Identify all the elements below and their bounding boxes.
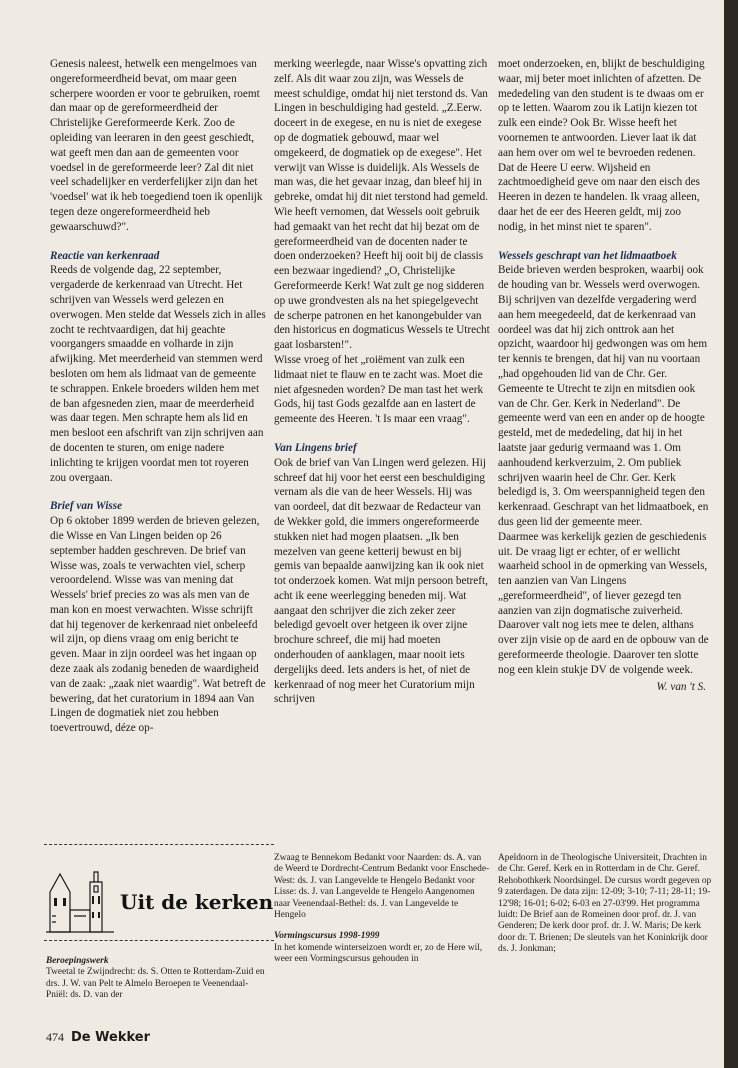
paragraph: Wisse vroeg of het „roiëment van zulk een lidmaat niet te flauw en te zacht was. Moet die niet afgesneden worden? De man tast het werk Gods, hij tast Gods gezalfde aan en lastert de gemeente des Heeren. 't Is maar een vraag". — [274, 353, 484, 426]
news-heading: Vormingscursus 1998-1999 — [274, 931, 380, 942]
paragraph: Dat de Heere U eerw. Wijsheid en zachtmoedigheid geve om naar den eisch des Heeren in dezen te handelen. Ik vraag alleen, daar het de eer des Heeren geldt, mij zoo nodig, in het minst niet te sparen". — [498, 161, 700, 233]
article-column-1 — [50, 57, 266, 736]
news-text: Zwaag te Bennekom Bedankt voor Naarden: ds. A. van de Weerd te Dordrecht-Centrum Bedankt voor Enschede-West: ds. J. van Langevelde te Hengelo Bedankt voor Lisse: ds. J. van Langevelde te Hengelo Aangenomen naar Veenendaal-Bethel: ds. J. van Langevelde te Hengelo — [274, 853, 490, 921]
paragraph: merking weerlegde, naar Wisse's opvatting zich zelf. Als dit waar zou zijn, was Wessels de meest schuldige, omdat hij niet terstond ds. Van Lingen in beschuldiging had gesteld. „Z.Eerw. doceert in de exegese, en nu is niet de exegese op de dogmatiek gebouwd, maar wel omgekeerd, de dogmatiek op de exegese". Het verwijt van Wisse is duidelijk. Als Wessels de man was, die het gevaar inzag, dan bleef hij in gebreke, omdat hij dit niet terstond had gemeld. Wie heeft vernomen, dat Wessels ooit gebruik had gemaakt van het recht dat hij bezat om de gereformeerdheid van de docenten nader te doen onderzoeken? Heeft hij ooit bij de classis een bezwaar ingediend? „O, Christelijke Gereformeerde Kerk! Wat zult ge nog sidderen op uwe grondvesten als na het spiegelgevecht de scherpe patronen en het kanongebulder van den historicus en dogmaticus Wessels te Utrecht gaat losbarsten!". — [274, 58, 490, 352]
paragraph: Beide brieven werden besproken, waarbij ook de houding van br. Wessels werd overwogen. Bij schrijven van dezelfde vergadering werd aan hem meegedeeld, dat de kerkenraad van oordeel was dat hij zich onttrok aan het opzicht, waardoor hij gedwongen was om hem ter kennis te brengen, dat hij van nu voortaan „had opgehouden lid van de Chr. Ger. Gemeente te Utrecht te zijn en mitsdien ook van de Chr. Ger. Kerk in Nederland". De gemeente werd van een en ander op de hoogte gesteld, met de mededeling, dat hij in het laatste jaar gedurig vermaand was 1. Om aanhoudend kerkverzuim, 2. Om publiek schrijven waarin heel de Chr. Ger. Kerk beledigd is, 3. Om weerspannigheid tegen den kerkenraad. Geschrapt van het lidmaatboek, en dus geen lid der gemeente meer. — [498, 264, 709, 528]
news-column-1 — [46, 956, 268, 1002]
author-signature: W. van 't S. — [656, 680, 706, 693]
church-icon — [46, 852, 116, 936]
paragraph: Genesis naleest, hetwelk een mengelmoes van ongereformeerdheid bevat, om maar geen scherpere woorden er voor te gebruiken, roemt dan maar op de gereformeerdheid der Christelijke Gereformeerde Kerk. Zoo de opleiding van leeraren in den geest geschiedt, wat geeft men dan aan de gemeenten voor voedsel in de gereformeerde leer? Zal dit niet veel schadelijker en verderfelijker zijn dan het 'voedsel' wat ik heb toegediend toen ik openlijk tegen deze ongereformeerdheid heb gewaarschuwd?". — [50, 58, 263, 233]
news-text: In het komende winterseizoen wordt er, zo de Here wil, weer een Vormingscursus gehouden in — [274, 942, 483, 965]
article-column-3 — [498, 57, 712, 694]
page-number: 474 — [46, 1030, 64, 1044]
uit-de-kerken-header — [46, 852, 274, 936]
dashed-divider — [44, 844, 274, 845]
magazine-name: De Wekker — [71, 1030, 150, 1045]
section-heading: Brief van Wisse — [50, 500, 123, 513]
paragraph: Reeds de volgende dag, 22 september, vergaderde de kerkenraad van Utrecht. Het schrijven van Wessels werd gelezen en overwogen. Men stelde dat Wessels zich in alles zocht te rechtvaardigen, dat hij geachte voorgangers smaadde en volharde in zijn afwijking. Met meerderheid van stemmen werd besloten om hem als lidmaat van de gemeente te schrappen. Enkele broeders wilden hem met de ban afgesneden zien, maar de meerderheid was daar tegen. Men schrapte hem als lid en men besloot een afschrift van zijn schrijven aan de docenten te sturen, om enige nadere inlichting te krijgen voordat men tot royeren zou overgaan. — [50, 264, 266, 484]
paragraph: Daarmee was kerkelijk gezien de geschiedenis uit. De vraag ligt er echter, of er wellicht waarheid school in de opmerking van Wessels, ten aanzien van Van Lingens „gereformeerdheid", of liever gezegd ten aanzien van zijn dogmatische zuiverheid. Daarover valt nog iets mee te delen, althans over zijn visie op de aard en de opbouw van de gereformeerde theologie. Daarover ten slotte nog een klein stukje DV de volgende week. — [498, 530, 709, 676]
news-column-3 — [498, 853, 712, 956]
news-column-2 — [274, 853, 490, 966]
section-heading: Wessels geschrapt van het lidmaatboek — [498, 249, 677, 262]
section-heading: Reactie van kerkenraad — [50, 249, 160, 262]
paragraph: moet onderzoeken, en, blijkt de beschuldiging waar, mij beter moet inlichten of afzetten. De mededeling van den student is te dwaas om er op te letten. Waarom zou ik Latijn kiezen tot zulk een einde? Ook Br. Wisse heeft het voornemen te antwoorden. Liever laat ik dat aan hem over om wel te bevroeden redenen. — [498, 58, 705, 159]
news-text: Tweetal te Zwijndrecht: ds. S. Otten te Rotterdam-Zuid en drs. J. W. van Pelt te Almelo Beroepen te Veenendaal-Pniël: ds. D. van der — [46, 967, 265, 1001]
paragraph: Op 6 oktober 1899 werden de brieven gelezen, die Wisse en Van Lingen beiden op 26 september hadden geschreven. De brief van Wisse was, zoals te verwachten viel, scherp veroordelend. Wisse was van mening dat Wessels' brief precies zo was als men van de man kon en moest verwachten. Wisse schrijft dat hij tegenover de kerkenraad niet onbeleefd wil zijn, op diens vraag om enig bericht te geven. Maar in zijn oordeel was het ingaan op deze zaak als zodanig beneden de waardigheid van de zaak: „zaak niet waardig". Wat betreft de bewering, dat het curatorium in 1894 aan Van Lingen de dogmatiek niet zou hebben toevertrouwd, déze op- — [50, 515, 266, 735]
section-title: Uit de kerken — [120, 890, 274, 914]
news-text: Apeldoorn in de Theologische Universiteit, Drachten in de Chr. Geref. Kerk en in Rotterdam in de Chr. Geref. Rehobothkerk Noordsingel. De cursus wordt gegeven op 9 zaterdagen. De data zijn: 12-09; 3-10; 7-11; 28-11; 19-12'98; 16-01; 6-02; 6-03 en 27-03'99. Het programma luidt: De Brief aan de Romeinen door prof. dr. J. van Genderen; De kerk door prof. dr. J. W. Maris; De kerk door dr. T. Brienen; De sleutels van het Koninkrijk door ds. J. Jonkman; — [498, 853, 712, 955]
dashed-divider — [44, 940, 274, 941]
section-heading: Van Lingens brief — [274, 441, 357, 454]
news-heading: Beroepingswerk — [46, 956, 109, 966]
page-footer — [46, 1030, 150, 1045]
paragraph: Ook de brief van Van Lingen werd gelezen. Hij schreef dat hij voor het eerst een beschuldiging vernam als die van de heer Wessels. Hij was van oordeel, dat dit bezwaar de Redacteur van de Wekker gold, die immers ongereformeerde stukken niet had mogen plaatsen. „Ik ben mezelven van geene ketterij bewust en bij gemis van bepaalde aanwijzing kan ik ook niet tot onderzoek komen. Wat mijn persoon betreft, acht ik eene weerlegging beneden mij. Wat aangaat den schrijver die zich zeker zeer beledigd gevoelt over hetgeen ik over zijne brochure schreef, die mij had moeten onderhouden of aanklagen, maar nooit iets dergelijks deed. Iets anders is het, of niet de kerkenraad of nog meer het Curatorium mijn schrijven — [274, 456, 488, 706]
page-edge — [724, 0, 738, 1068]
article-column-2 — [274, 57, 490, 707]
